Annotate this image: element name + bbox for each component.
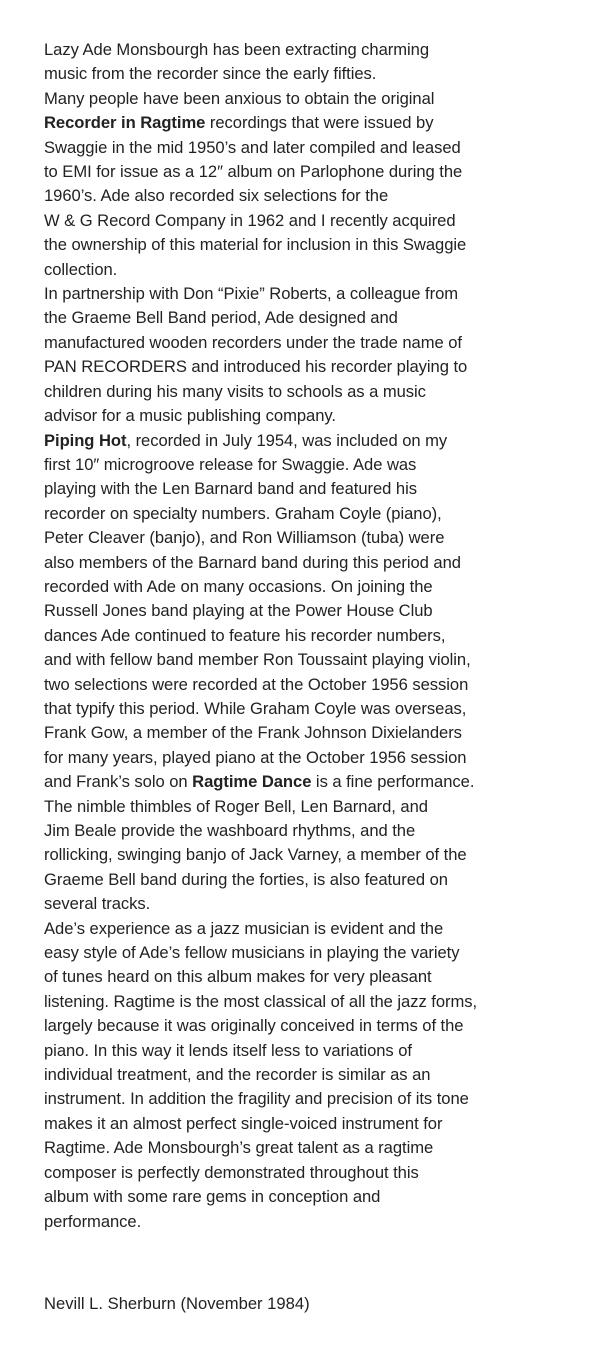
notes-line: 1960’s. Ade also recorded six selections for the — [44, 186, 389, 206]
notes-line: The nimble thimbles of Roger Bell, Len Barnard, and — [44, 796, 428, 816]
notes-line: Swaggie in the mid 1950’s and later compiled and leased — [44, 137, 461, 157]
notes-line: collection. — [44, 259, 118, 279]
notes-line: Lazy Ade Monsbourgh has been extracting charming — [44, 40, 430, 59]
notes-line: Frank Gow, a member of the Frank Johnson Dixielanders — [44, 723, 462, 743]
notes-line: piano. In this way it lends itself less to variations of — [44, 1040, 412, 1060]
notes-line: also members of the Barnard band during this period and — [44, 552, 461, 572]
notes-line: individual treatment, and the recorder is similar as an — [44, 1065, 431, 1085]
notes-line: dances Ade continued to feature his recorder numbers, — [44, 625, 446, 645]
notes-line: the ownership of this material for inclusion in this Swaggie — [44, 235, 467, 255]
liner-notes-body — [44, 38, 584, 1234]
notes-line: Recorder in Ragtime recordings that were issued by — [44, 113, 434, 133]
notes-line: that typify this period. While Graham Coyle was overseas, — [44, 698, 467, 718]
notes-line: several tracks. — [44, 894, 151, 914]
notes-line: recorder on specialty numbers. Graham Coyle (piano), — [44, 503, 442, 523]
notes-line: Russell Jones band playing at the Power House Club — [44, 601, 433, 621]
notes-line: largely because it was originally conceived in terms of the — [44, 1016, 464, 1036]
album-title-recorder-in-ragtime: Recorder in Ragtime — [44, 113, 206, 133]
notes-line: instrument. In addition the fragility and precision of its tone — [44, 1089, 469, 1109]
notes-line: and Frank’s solo on Ragtime Dance is a fine performance. — [44, 772, 475, 792]
notes-line: In partnership with Don “Pixie” Roberts, a colleague from — [44, 284, 459, 304]
track-title-piping-hot: Piping Hot — [44, 430, 127, 450]
notes-line: Ade’s experience as a jazz musician is evident and the — [44, 918, 444, 938]
notes-line: Many people have been anxious to obtain the original — [44, 88, 435, 108]
notes-line: rollicking, swinging banjo of Jack Varney, a member of the — [44, 845, 467, 865]
notes-line: and with fellow band member Ron Toussaint playing violin, — [44, 650, 471, 670]
track-title-ragtime-dance: Ragtime Dance — [192, 772, 312, 792]
notes-line: to EMI for issue as a 12″ album on Parlophone during the — [44, 162, 463, 182]
notes-line: Jim Beale provide the washboard rhythms, and the — [44, 821, 416, 840]
notes-line: playing with the Len Barnard band and featured his — [44, 479, 417, 499]
notes-line: performance. — [44, 1211, 142, 1231]
notes-line: Piping Hot, recorded in July 1954, was included on my — [44, 430, 448, 450]
notes-line: listening. Ragtime is the most classical of all the jazz forms, — [44, 991, 478, 1011]
notes-line: Peter Cleaver (banjo), and Ron Williamson (tuba) were — [44, 528, 445, 548]
notes-line: the Graeme Bell Band period, Ade designed and — [44, 308, 398, 328]
notes-line: makes it an almost perfect single-voiced instrument for — [44, 1113, 443, 1133]
notes-line: composer is perfectly demonstrated throughout this — [44, 1162, 419, 1182]
notes-line: PAN RECORDERS and introduced his recorder playing to — [44, 357, 468, 377]
notes-line: advisor for a music publishing company. — [44, 406, 336, 426]
notes-line: easy style of Ade’s fellow musicians in playing the variety — [44, 943, 460, 963]
notes-line: first 10″ microgroove release for Swaggie. Ade was — [44, 454, 417, 474]
author-signature: Nevill L. Sherburn (November 1984) — [44, 1294, 310, 1313]
notes-line: manufactured wooden recorders under the trade name of — [44, 332, 462, 352]
notes-line: children during his many visits to schools as a music — [44, 381, 426, 401]
notes-line: recorded with Ade on many occasions. On joining the — [44, 576, 433, 596]
notes-line: music from the recorder since the early fifties. — [44, 64, 377, 84]
notes-line: Ragtime. Ade Monsbourgh’s great talent as a ragtime — [44, 1138, 434, 1158]
notes-line: for many years, played piano at the October 1956 session — [44, 747, 467, 767]
notes-line: of tunes heard on this album makes for very pleasant — [44, 967, 432, 987]
notes-line: Graeme Bell band during the forties, is also featured on — [44, 869, 448, 889]
notes-line: album with some rare gems in conception and — [44, 1187, 381, 1207]
notes-line: two selections were recorded at the October 1956 session — [44, 674, 469, 694]
notes-line: W & G Record Company in 1962 and I recently acquired — [44, 210, 456, 230]
